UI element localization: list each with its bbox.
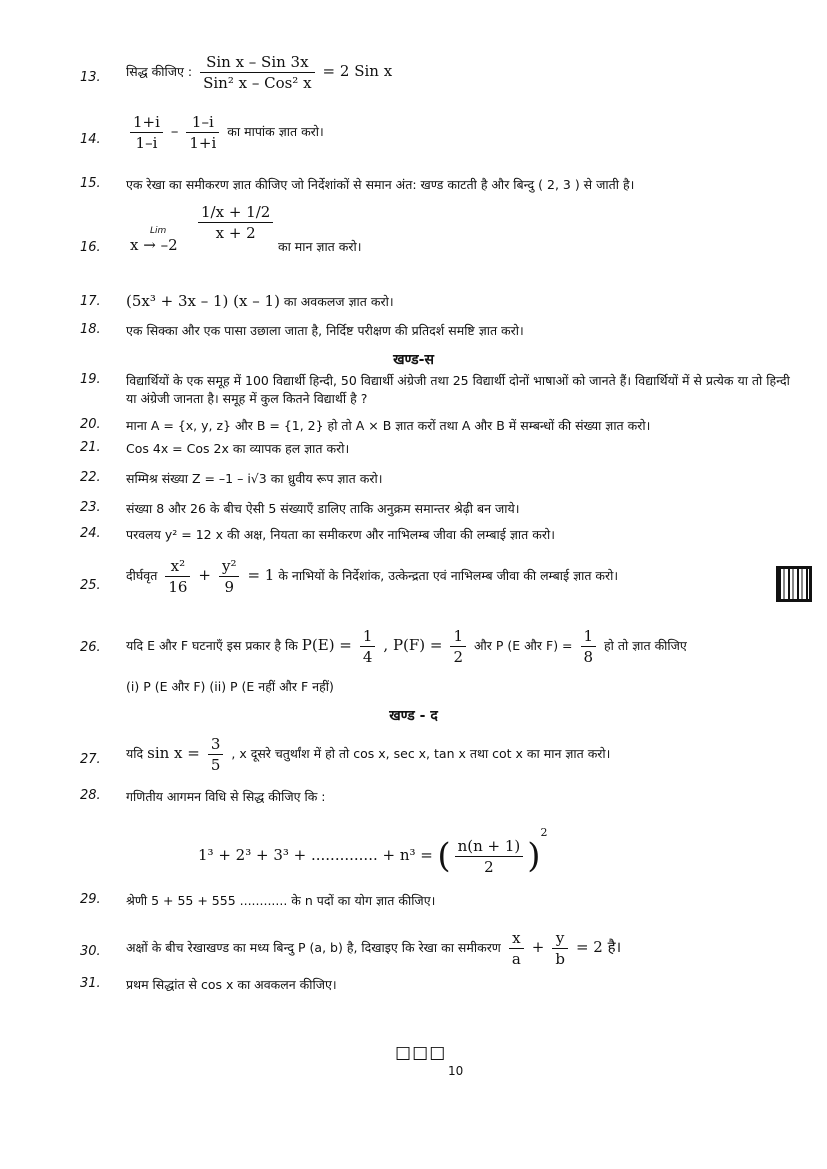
question-number: 26. (80, 640, 101, 655)
question-text: श्रेणी 5 + 55 + 555 ............ के n पदों का योग ज्ञात कीजिए। (126, 893, 436, 908)
fraction: $\frac{y}{b}$ (552, 928, 568, 969)
question-number: 14. (80, 132, 101, 147)
limit-target: x → –2 (130, 236, 178, 254)
fraction: $\frac{1}{2}$ (450, 626, 466, 667)
question-text: का मापांक ज्ञात करो। (227, 124, 324, 139)
question-text: गणितीय आगमन विधि से सिद्ध कीजिए कि : (126, 789, 326, 804)
page-number: 10 (448, 1064, 464, 1078)
question-text: का मान ज्ञात करो। (278, 239, 362, 254)
fraction: $\frac{1}{8}$ (581, 626, 597, 667)
fraction: $\frac{1+i}{1-i}$ (130, 112, 163, 153)
fraction: $\frac{\text{x²}}{16}$ (165, 556, 190, 597)
fraction: $\frac{\text{Sin x – Sin 3x}}{\text{Sin² x – Cos² x}}$ (200, 52, 314, 93)
question-number: 23. (80, 500, 101, 515)
question-number: 18. (80, 322, 101, 337)
question-number: 24. (80, 526, 101, 541)
exam-page: 13. सिद्ध कीजिए : $\frac{\text{Sin x – Sin 3x}}{\text{Sin² x – Cos² x}}$ = 2 Sin x 14. $\frac{1+i}{1-i}$ – $\frac{1-i}{1+i}$ का मापांक ज्ञात करो। 15. एक रेखा का समीकरण ज्ञात कीजिए जो निर्देशांकों से समान अंत: खण्ड काटती है और बिन्दु ( 2, 3 ) से जाती है। 16. Lim x → –2 $\frac{1/x + 1/2}{x + 2}$ का मान ज्ञात करो। 17. (5x³ + 3x – 1) (x – 1) का अवकलज ज्ञात करो। 18. एक सिक्का और एक पासा उछाला जाता है, निर्दिष्ट परीक्षण की प्रतिदर्श समष्टि ज्ञात करो। खण्ड-स 19. विद्यार्थियों के एक समूह में 100 विद्यार्थी हिन्दी, 50 विद्यार्थी अंग्रेजी तथा 25 विद्यार्थी दोनों भाषाओं को जानते हैं। विद्यार्थियों में से प्रत्येक या तो हिन्दी या अंग्रेजी जानता है। समूह में कुल कितने विद्यार्थी है ? 20. माना A = {x, y, z} और B = {1, 2} हो तो A × B ज्ञात करों तथा A और B में सम्बन्धों की संख्या ज्ञात करो। 21. Cos 4x = Cos 2x का व्यापक हल ज्ञात करो। 22. सम्मिश्र संख्या Z = –1 – i√3 का ध्रुवीय रूप ज्ञात करो। 23. संख्या 8 और 26 के बीच ऐसी 5 संख्याएँ डालिए ताकि अनुक्रम समान्तर श्रेढ़ी बन जाये। 24. परवलय y² = 12 x की अक्ष, नियता का समीकरण और नाभिलम्ब जीवा की लम्बाई ज्ञात करो। 25. दीर्घवृत $\frac{\text{x²}}{16}$ + $\frac{\text{y²}}{9}$ = 1 के नाभियों के निर्देशांक, उत्केन्द्रता एवं नाभिलम्ब जीवा की लम्बाई ज्ञात करो। 26. यदि E और F घटनाएँ इस प्रकार है कि P(E) = $\frac{1}{4}$ , P(F) = $\frac{1}{2}$ और P (E और F) = $\frac{1}{8}$ हो तो ज्ञात कीजिए (i) P (E और F) (ii) P (E नहीं और F नहीं) खण्ड - द 27. यदि sin x = $\frac{3}{5}$ , x दूसरे चतुर्थांश में हो तो cos x, sec x, tan x तथा cot x का मान ज्ञात करो। 28. गणितीय आगमन विधि से सिद्ध कीजिए कि : 1³ + 2³ + 3³ + .............. + n³ = ( $\frac{n(n + 1)}{2}$ )$^2$ 29. श्रेणी 5 + 55 + 555 ............ के n पदों का योग ज्ञात कीजिए। 30. अक्षों के बीच रेखाखण्ड का मध्य बिन्दु P (a, b) है, दिखाइए कि रेखा का समीकरण $\frac{x}{a}$ + $\frac{y}{b}$ = 2 है। 31. प्रथम सिद्धांत से cos x का अवकलन कीजिए। ☐☐☐ 10 (0, 0, 827, 1169)
math-expression: (5x³ + 3x – 1) (x – 1) (126, 292, 280, 310)
question-number: 15. (80, 176, 101, 191)
question-text: Cos 4x = Cos 2x का व्यापक हल ज्ञात करो। (126, 441, 350, 456)
question-text: सम्मिश्र संख्या Z = –1 – i√3 का ध्रुवीय रूप ज्ञात करो। (126, 471, 383, 486)
question-text: एक रेखा का समीकरण ज्ञात कीजिए जो निर्देशांकों से समान अंत: खण्ड काटती है और बिन्दु ( 2, 3 ) से जाती है। (126, 177, 635, 192)
question-text: यदि E और F घटनाएँ इस प्रकार है कि (126, 638, 298, 653)
question-text-rest: के नाभियों के निर्देशांक, उत्केन्द्रता एवं नाभिलम्ब जीवा की लम्बाई ज्ञात करो। (278, 568, 619, 583)
question-number: 27. (80, 752, 101, 767)
question-number: 29. (80, 892, 101, 907)
fraction: $\frac{1}{4}$ (360, 626, 376, 667)
question-number: 16. (80, 240, 101, 255)
fraction: $\frac{x}{a}$ (509, 928, 524, 969)
question-text: एक सिक्का और एक पासा उछाला जाता है, निर्दिष्ट परीक्षण की प्रतिदर्श समष्टि ज्ञात करो। (126, 323, 524, 338)
question-number: 25. (80, 578, 101, 593)
question-number: 22. (80, 470, 101, 485)
question-text: सिद्ध कीजिए : (126, 64, 193, 79)
fraction: $\frac{n(n + 1)}{2}$ (455, 836, 524, 877)
question-number: 13. (80, 70, 101, 85)
question-text: अक्षों के बीच रेखाखण्ड का मध्य बिन्दु P (a, b) है, दिखाइए कि रेखा का समीकरण (126, 940, 501, 955)
question-number: 20. (80, 417, 101, 432)
question-text: , x दूसरे चतुर्थांश में हो तो cos x, sec x, tan x तथा cot x का मान ज्ञात करो। (231, 746, 611, 761)
math-expression: = 2 Sin x (322, 62, 393, 80)
question-number: 21. (80, 440, 101, 455)
fraction: $\frac{1/x + 1/2}{x + 2}$ (198, 202, 273, 243)
fraction: $\frac{3}{5}$ (208, 734, 224, 775)
fraction: $\frac{1-i}{1+i}$ (186, 112, 219, 153)
question-number: 31. (80, 976, 101, 991)
end-of-page-boxes: ☐☐☐ (395, 1044, 447, 1065)
question-text: माना A = {x, y, z} और B = {1, 2} हो तो A × B ज्ञात करों तथा A और B में सम्बन्धों की संख्या ज्ञात करो। (126, 418, 651, 433)
section-heading: खण्ड-स (393, 352, 434, 368)
limit-label: Lim (150, 226, 167, 236)
question-text: परवलय y² = 12 x की अक्ष, नियता का समीकरण और नाभिलम्ब जीवा की लम्बाई ज्ञात करो। (126, 527, 555, 542)
question-text: संख्या 8 और 26 के बीच ऐसी 5 संख्याएँ डालिए ताकि अनुक्रम समान्तर श्रेढ़ी बन जाये। (126, 501, 520, 516)
question-text: दीर्घवृत (126, 568, 158, 583)
question-number: 28. (80, 788, 101, 803)
sum-of-cubes-equation: 1³ + 2³ + 3³ + .............. + n³ = ( $\frac{n(n + 1)}{2}$ )$^2$ (198, 826, 548, 876)
question-number: 17. (80, 294, 101, 309)
qr-code-icon (776, 566, 812, 602)
question-number: 19. (80, 372, 101, 387)
fraction: $\frac{\text{y²}}{9}$ (219, 556, 240, 597)
question-text: प्रथम सिद्धांत से cos x का अवकलन कीजिए। (126, 977, 337, 992)
question-text: का अवकलज ज्ञात करो। (283, 294, 394, 309)
question-subparts: (i) P (E और F) (ii) P (E नहीं और F नहीं) (126, 679, 334, 694)
question-text: विद्यार्थियों के एक समूह में 100 विद्यार्थी हिन्दी, 50 विद्यार्थी अंग्रेजी तथा 25 विद्यार्थी दोनों भाषाओं को जानते हैं। विद्यार्थियों में से प्रत्येक या तो हिन्दी या अंग्रेजी जानता है। समूह में कुल कितने विद्यार्थी है ? (126, 373, 790, 406)
section-heading: खण्ड - द (389, 708, 438, 724)
question-number: 30. (80, 944, 101, 959)
